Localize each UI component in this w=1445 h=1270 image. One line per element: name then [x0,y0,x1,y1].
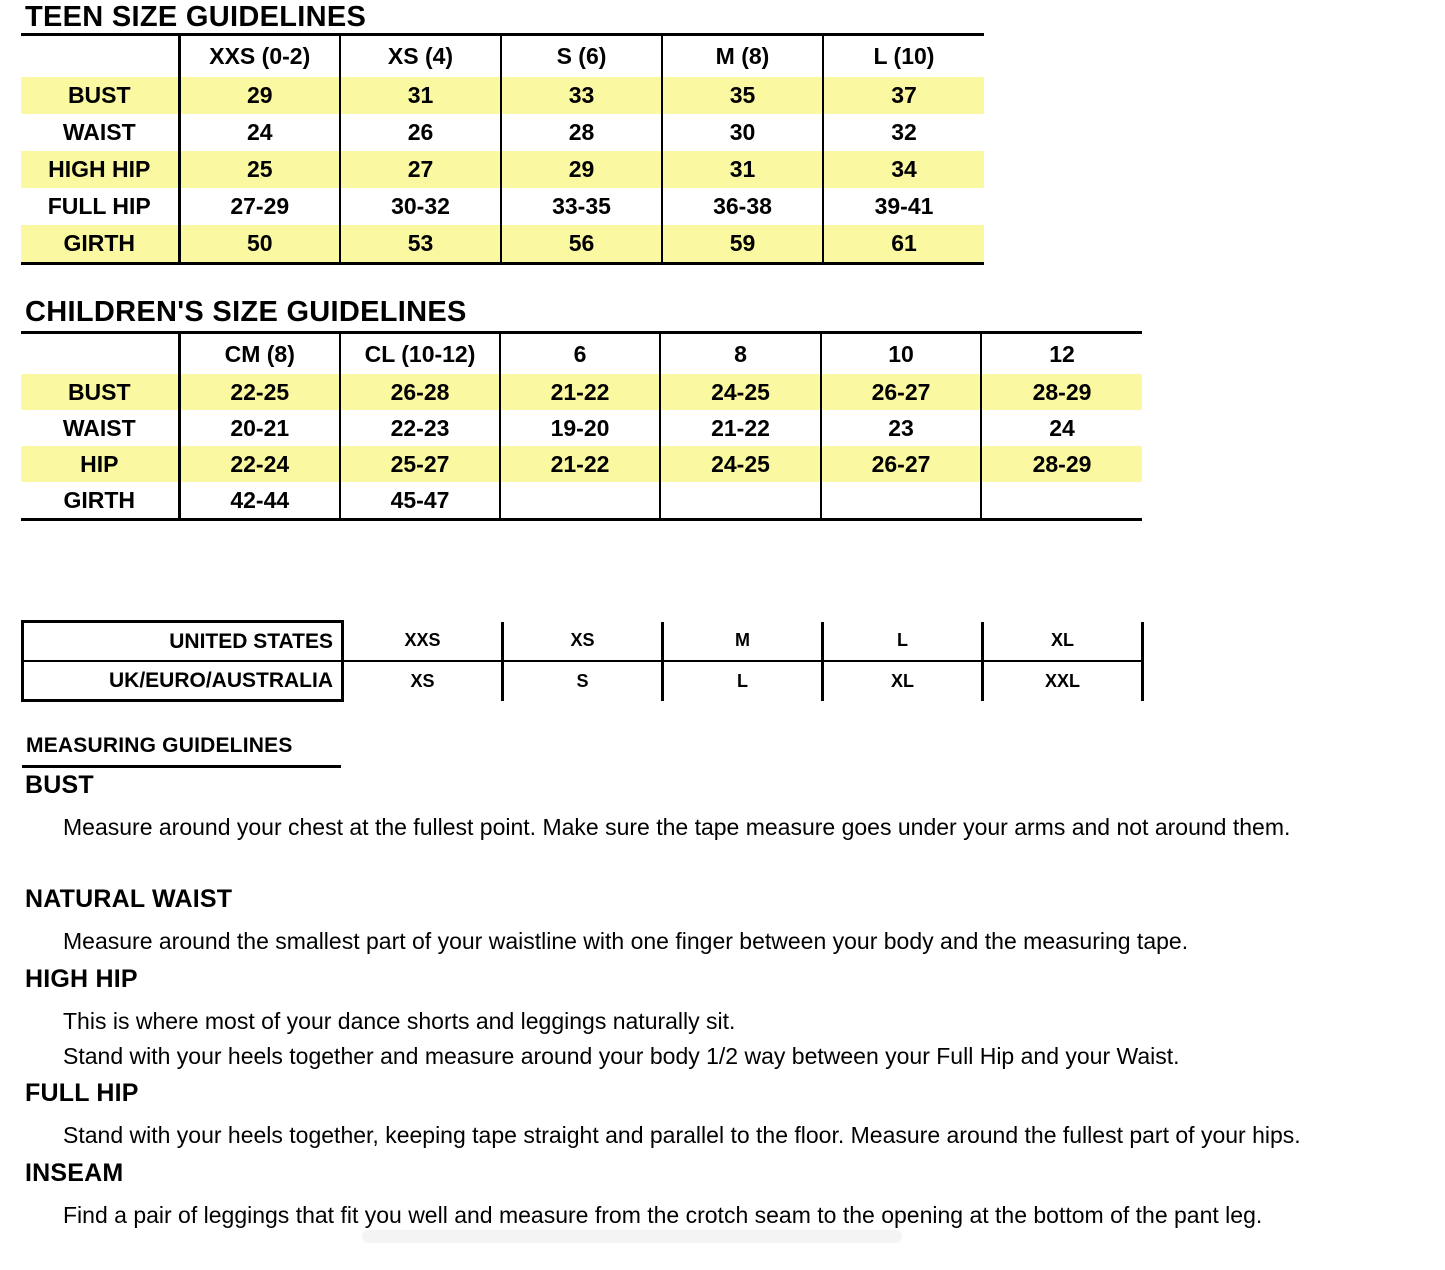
row-label: GIRTH [63,486,136,513]
section-paragraph: Stand with your heels together and measure around your body 1/2 way between your Full Hip and your Waist. [63,1043,1180,1069]
section-natural-waist [25,884,1437,959]
column-header: 6 [500,333,660,375]
column-header: CL (10-12) [340,333,500,375]
teen-header-row [21,35,984,78]
section-heading: FULL HIP [25,1079,139,1107]
region-label: UK/EURO/AUSTRALIA [23,661,343,701]
size-value: 35 [662,77,823,114]
section-paragraph: Stand with your heels together, keeping tape straight and parallel to the floor. Measure around the fullest part of your hips. [63,1122,1301,1148]
size-value: 20-21 [179,410,340,446]
size-value: 39-41 [823,188,984,225]
size-value: 26 [340,114,501,151]
size-value: 30 [662,114,823,151]
column-header [21,333,179,375]
row-label: GIRTH [63,230,136,256]
size-value: 32 [823,114,984,151]
size-value: 36-38 [662,188,823,225]
table-row [21,446,1142,482]
column-header: XXS (0-2) [179,35,340,78]
size-value: 31 [340,77,501,114]
size-value: XS [503,622,663,662]
column-header: CM (8) [179,333,340,375]
row-label: FULL HIP [47,193,151,219]
size-value: 22-24 [179,446,340,482]
section-paragraph: This is where most of your dance shorts and leggings naturally sit. [63,1008,736,1034]
size-value [500,482,660,520]
table-row [21,77,984,114]
children-header-row [21,333,1142,375]
section-heading: NATURAL WAIST [25,885,233,913]
size-value: 50 [179,225,340,264]
horizontal-scrollbar-thumb[interactable] [362,1230,902,1243]
column-header: 12 [981,333,1142,375]
size-value: XL [983,622,1143,662]
row-label: BUST [67,82,131,108]
table-row [21,151,984,188]
size-value: 45-47 [340,482,500,520]
conversion-row-uk [23,661,1143,701]
size-value: 33 [501,77,662,114]
size-value: 29 [179,77,340,114]
teen-size-title: TEEN SIZE GUIDELINES [25,1,367,33]
size-value: 31 [662,151,823,188]
size-value: 21-22 [500,374,660,410]
size-value: 26-27 [821,446,981,482]
size-value: 24-25 [660,446,821,482]
section-heading: HIGH HIP [25,965,138,993]
section-heading: INSEAM [25,1159,124,1187]
size-value: 22-23 [340,410,500,446]
size-value: 33-35 [501,188,662,225]
size-value: XS [343,661,503,701]
childrens-size-table [21,331,1142,521]
size-value: 56 [501,225,662,264]
size-value: 30-32 [340,188,501,225]
size-value: L [663,661,823,701]
size-value: 28-29 [981,446,1142,482]
size-value: 24-25 [660,374,821,410]
size-value: 19-20 [500,410,660,446]
section-inseam [25,1158,1437,1233]
table-row [21,374,1142,410]
size-value: 28 [501,114,662,151]
table-row [21,188,984,225]
column-header: 10 [821,333,981,375]
size-value: S [503,661,663,701]
size-value: 28-29 [981,374,1142,410]
size-value: 21-22 [500,446,660,482]
section-full-hip [25,1078,1437,1153]
size-value: 25 [179,151,340,188]
size-value: 24 [179,114,340,151]
size-value: 27-29 [179,188,340,225]
size-value [660,482,821,520]
column-header [21,35,179,78]
column-header: L (10) [823,35,984,78]
size-value: 26-27 [821,374,981,410]
section-paragraph: Measure around your chest at the fullest point. Make sure the tape measure goes under your arms and not around them. [63,814,1291,840]
size-value: 21-22 [660,410,821,446]
size-value: 42-44 [179,482,340,520]
size-value: 53 [340,225,501,264]
table-row [21,114,984,151]
table-row [21,410,1142,446]
size-value: 22-25 [179,374,340,410]
row-label: WAIST [62,414,136,441]
row-label: WAIST [62,119,136,145]
size-value: 26-28 [340,374,500,410]
table-row [21,225,984,264]
size-value: L [823,622,983,662]
size-value: XL [823,661,983,701]
size-value: 27 [340,151,501,188]
column-header: M (8) [662,35,823,78]
table-row [21,482,1142,520]
row-label: HIP [80,450,119,477]
size-value [981,482,1142,520]
size-value: 24 [981,410,1142,446]
size-conversion-table [21,620,1144,702]
size-value: 37 [823,77,984,114]
size-value: 34 [823,151,984,188]
column-header: S (6) [501,35,662,78]
section-bust [25,770,1437,845]
column-header: XS (4) [340,35,501,78]
size-value: 59 [662,225,823,264]
row-label: BUST [67,378,131,405]
column-header: 8 [660,333,821,375]
childrens-size-title: CHILDREN'S SIZE GUIDELINES [25,296,467,328]
size-value: 29 [501,151,662,188]
conversion-row-us [23,622,1143,662]
section-paragraph: Find a pair of leggings that fit you well and measure from the crotch seam to the opening at the bottom of the pant leg. [63,1202,1263,1228]
size-value: 61 [823,225,984,264]
size-value [821,482,981,520]
teen-size-table [21,33,984,265]
measuring-guidelines-title: MEASURING GUIDELINES [22,734,341,768]
size-value: M [663,622,823,662]
size-value: XXS [343,622,503,662]
size-value: 25-27 [340,446,500,482]
size-value: XXL [983,661,1143,701]
section-high-hip [25,964,1437,1074]
section-heading: BUST [25,771,94,799]
region-label: UNITED STATES [23,622,343,662]
section-paragraph: Measure around the smallest part of your waistline with one finger between your body and the measuring tape. [63,928,1189,954]
size-value: 23 [821,410,981,446]
row-label: HIGH HIP [48,156,151,182]
